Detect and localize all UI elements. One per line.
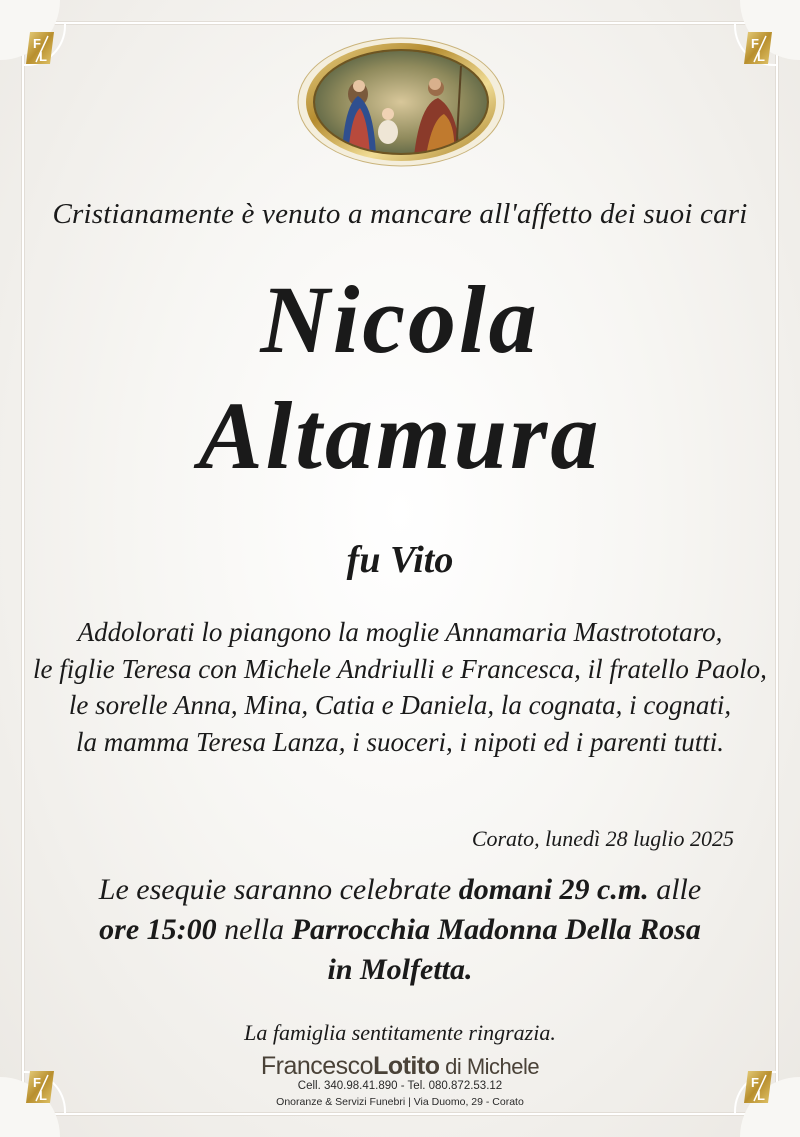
first-name: Nicola: [260, 266, 540, 373]
svg-text:L: L: [757, 49, 765, 64]
funeral-home-name: [0, 1052, 800, 1081]
svg-text:F: F: [751, 1075, 759, 1090]
mourners-line: la mamma Teresa Lanza, i suoceri, i nipoti ed i parenti tutti.: [75, 726, 724, 757]
father-name: fu Vito: [346, 539, 454, 581]
svg-text:F: F: [33, 1075, 41, 1090]
funeral-city: in Molfetta.: [327, 953, 473, 986]
funeral-church: Parrocchia Madonna Della Rosa: [291, 913, 701, 946]
funeral-time: ore 15:00: [99, 913, 217, 946]
mourners-text: [0, 614, 800, 760]
svg-text:L: L: [39, 49, 47, 64]
last-name: Altamura: [198, 382, 602, 489]
fl-monogram-icon: [742, 28, 776, 68]
brand-first: Francesco: [260, 1052, 374, 1080]
funeral-line: [0, 870, 800, 910]
funeral-text: nella: [216, 913, 292, 946]
brand-suffix: di Michele: [439, 1054, 540, 1079]
notice-date: Corato, lunedì 28 luglio 2025: [471, 826, 734, 851]
funeral-date: domani 29 c.m.: [458, 873, 649, 906]
mourners-line: le sorelle Anna, Mina, Catia e Daniela, la cognata, i cognati,: [68, 690, 732, 720]
svg-text:F: F: [33, 36, 41, 51]
funeral-text: alle: [648, 873, 702, 906]
fl-monogram-icon: [24, 28, 58, 68]
svg-text:F: F: [751, 36, 759, 51]
thanks-text: La famiglia sentitamente ringrazia.: [244, 1020, 556, 1045]
funeral-text: Le esequie saranno celebrate: [98, 873, 459, 906]
funeral-details: [0, 870, 800, 990]
funeral-home-address: Onoranze & Servizi Funebri | Via Duomo, 29 - Corato: [276, 1096, 524, 1108]
funeral-line: [0, 910, 800, 950]
brand-last: Lotito: [373, 1052, 440, 1080]
svg-text:L: L: [39, 1088, 47, 1103]
intro-text: Cristianamente è venuto a mancare all'affetto dei suoi cari: [52, 198, 748, 230]
mourners-line: Addolorati lo piangono la moglie Annamaria Mastrototaro,: [77, 617, 723, 647]
holy-family-oval-image: [296, 36, 506, 168]
funeral-line: [0, 950, 800, 990]
mourners-line: le figlie Teresa con Michele Andriulli e Francesca, il fratello Paolo,: [33, 653, 767, 684]
svg-text:L: L: [757, 1088, 765, 1103]
contact-phones: Cell. 340.98.41.890 - Tel. 080.872.53.12: [297, 1080, 503, 1092]
